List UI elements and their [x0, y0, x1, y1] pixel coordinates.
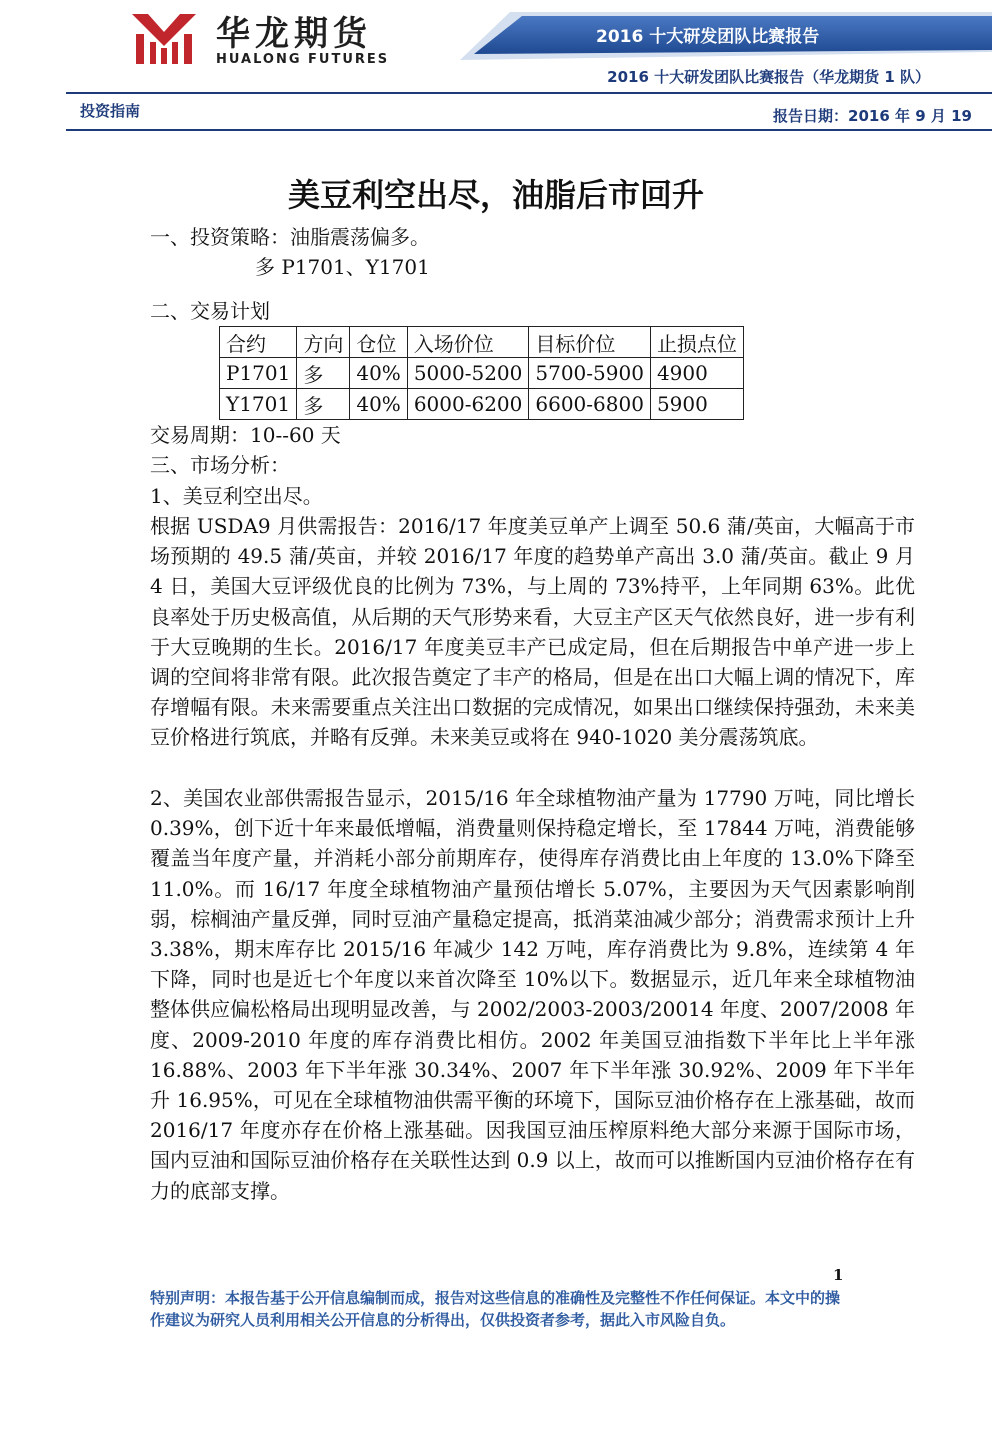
report-date: 报告日期：2016 年 9 月 19: [773, 107, 972, 125]
logo-chinese-name: 华龙期货: [216, 14, 372, 54]
table-header-cell: 入场价位: [407, 327, 529, 358]
section-label: 投资指南: [80, 102, 141, 120]
table-header-cell: 方向: [297, 327, 350, 358]
strategy-heading: 一、投资策略：油脂震荡偏多。: [150, 225, 430, 249]
table-cell: 5700-5900: [529, 358, 651, 389]
strategy-detail: 多 P1701、Y1701: [255, 255, 430, 279]
table-cell: 6000-6200: [407, 389, 529, 420]
table-cell: 5000-5200: [407, 358, 529, 389]
table-header-cell: 止损点位: [650, 327, 743, 358]
table-cell: 4900: [650, 358, 743, 389]
analysis-heading: 三、市场分析：: [150, 453, 290, 477]
page-number: 1: [833, 1266, 844, 1284]
table-cell: P1701: [220, 358, 297, 389]
table-header-cell: 合约: [220, 327, 297, 358]
banner-title: 2016 十大研发团队比赛报告: [596, 27, 820, 47]
report-subheader: 2016 十大研发团队比赛报告（华龙期货 1 队）: [607, 68, 930, 86]
table-cell: 6600-6800: [529, 389, 651, 420]
table-cell: 40%: [350, 358, 407, 389]
hualong-logo-icon: [128, 6, 200, 66]
table-header-cell: 仓位: [350, 327, 407, 358]
table-cell: 5900: [650, 389, 743, 420]
table-cell: 40%: [350, 389, 407, 420]
plan-heading: 二、交易计划: [150, 299, 270, 323]
header-divider-bottom: [66, 129, 992, 131]
header-divider-top: [66, 92, 992, 94]
table-cell: Y1701: [220, 389, 297, 420]
table-header-cell: 目标价位: [529, 327, 651, 358]
table-cell: 多: [297, 358, 350, 389]
company-logo: [128, 4, 390, 72]
disclaimer: 特别声明：本报告基于公开信息编制而成，报告对这些信息的准确性及完整性不作任何保证。本文中的操作建议为研究人员利用相关公开信息的分析得出，仅供投资者参考，据此入市风险自负。: [150, 1289, 841, 1329]
table-row: [220, 358, 744, 389]
table-header-row: [220, 327, 744, 358]
trade-cycle: 交易周期：10--60 天: [150, 423, 341, 447]
analysis-point1-body: 根据 USDA9 月供需报告：2016/17 年度美豆单产上调至 50.6 蒲/英亩，大幅高于市场预期的 49.5 蒲/英亩，并较 2016/17 年度的趋势单产高出 3.0 蒲/英亩。截止 9 月 4 日，美国大豆评级优良的比例为 73%，与上周的 73%持平，上年同期 63%。此优良率处于历史极高值，从后期的天气形势来看，大豆主产区天气依然良好，进一步有利于大豆晚期的生长。2016/17 年度美豆丰产已成定局，但在后期报告中单产进一步上调的空间将非常有限。此次报告奠定了丰产的格局，但是在出口大幅上调的情况下，库存增幅有限。未来需要重点关注出口数据的完成情况，如果出口继续保持强劲，未来美豆价格进行筑底，并略有反弹。未来美豆或将在 940-1020 美分震荡筑底。: [150, 514, 915, 750]
page-title: 美豆利空出尽，油脂后市回升: [287, 176, 704, 214]
trade-plan-table: [219, 326, 744, 420]
analysis-point1-title: 1、美豆利空出尽。: [150, 484, 323, 508]
table-cell: 多: [297, 389, 350, 420]
analysis-point2-body: 2、美国农业部供需报告显示，2015/16 年全球植物油产量为 17790 万吨，同比增长 0.39%，创下近十年来最低增幅，消费量则保持稳定增长，至 17844 万吨，消费能够覆盖当年度产量，并消耗小部分前期库存，使得库存消费比由上年度的 13.0%下降至 11.0%。而 16/17 年度全球植物油产量预估增长 5.07%，主要因为天气因素影响削弱，棕榈油产量反弹，同时豆油产量稳定提高，抵消菜油减少部分；消费需求预计上升 3.38%，期末库存比 2015/16 年减少 142 万吨，库存消费比为 9.8%，连续第 4 年下降，同时也是近七个年度以来首次降至 10%以下。数据显示，近几年来全球植物油整体供应偏松格局出现明显改善，与 2002/2003-2003/20014 年度、2007/2008 年度、2009-2010 年度的库存消费比相仿。2002 年美国豆油指数下半年比上半年涨 16.88%、2003 年下半年涨 30.34%、2007 年下半年涨 30.92%、2009 年下半年升 16.95%，可见在全球植物油供需平衡的环境下，国际豆油价格存在上涨基础，故而 2016/17 年度亦存在价格上涨基础。因我国豆油压榨原料绝大部分来源于国际市场，国内豆油和国际豆油价格存在关联性达到 0.9 以上，故而可以推断国内豆油价格存在有力的底部支撑。: [150, 786, 915, 1203]
logo-english-name: HUALONG FUTURES: [216, 52, 390, 67]
table-row: [220, 389, 744, 420]
